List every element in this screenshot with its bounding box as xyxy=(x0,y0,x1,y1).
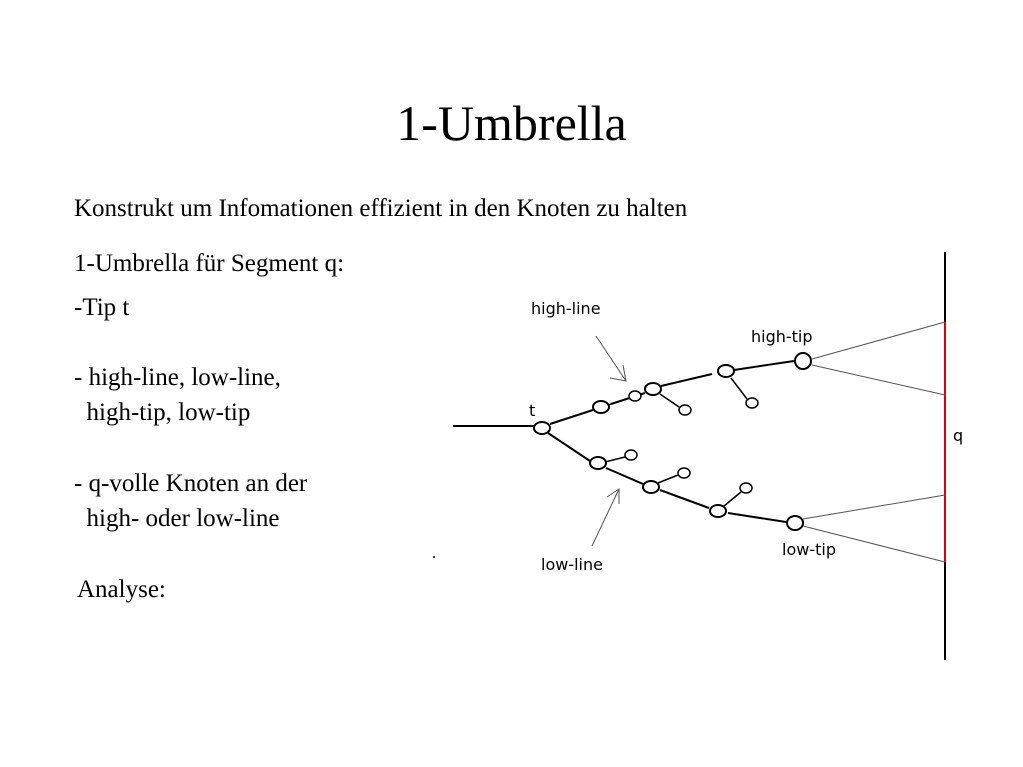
low-line-label: low-line xyxy=(541,555,603,574)
high-line-node xyxy=(718,365,734,377)
branch-edge xyxy=(724,492,741,506)
high-tip-ray-upper xyxy=(812,322,945,359)
high-line-label: high-line xyxy=(531,299,601,318)
stray-mark xyxy=(433,556,435,558)
low-line-edge xyxy=(728,513,786,522)
branch-edge xyxy=(660,394,679,407)
branch-edge xyxy=(658,475,678,483)
high-line-edge xyxy=(550,410,593,424)
low-line-pointer-arrow xyxy=(592,489,619,546)
branch-edge xyxy=(605,457,625,462)
low-line-node xyxy=(590,457,606,469)
branch-node xyxy=(679,405,691,415)
branch-node xyxy=(625,450,637,460)
tip-t-label: t xyxy=(529,401,536,420)
bullet-lines-line1: - high-line, low-line, xyxy=(74,364,281,391)
bullet-qfull-line1: - q-volle Knoten an der xyxy=(74,470,308,497)
tip-node-t xyxy=(534,422,550,434)
high-tip-node xyxy=(795,353,811,369)
slide-title: 1-Umbrella xyxy=(396,95,627,151)
segment-q-label: q xyxy=(953,426,964,445)
branch-node xyxy=(740,483,752,493)
low-tip-ray-upper xyxy=(803,495,945,519)
high-line-node xyxy=(593,401,609,413)
low-tip-label: low-tip xyxy=(782,540,836,559)
branch-node xyxy=(629,391,641,401)
low-line-node xyxy=(643,481,659,493)
high-tip-ray-lower xyxy=(812,365,945,395)
low-tip-node xyxy=(787,516,803,530)
low-line-node xyxy=(710,505,726,517)
branch-node xyxy=(678,468,690,478)
section-heading: 1-Umbrella für Segment q: xyxy=(74,250,345,277)
bullet-tip: -Tip t xyxy=(74,294,130,321)
low-line-edge xyxy=(548,433,590,461)
slide-subtitle: Konstrukt um Infomationen effizient in den Knoten zu halten xyxy=(74,195,688,222)
high-line-pointer-arrow xyxy=(596,336,626,381)
low-line-edge xyxy=(660,490,709,508)
bullet-lines-line2: high-tip, low-tip xyxy=(74,399,251,426)
branch-edge xyxy=(608,398,630,405)
high-line-edge xyxy=(661,374,712,386)
branch-node xyxy=(746,398,758,408)
high-line-arrowhead xyxy=(610,365,626,381)
analysis-label: Analyse: xyxy=(77,576,166,603)
high-tip-label: high-tip xyxy=(751,327,813,346)
bullet-qfull-line2: high- oder low-line xyxy=(74,505,280,532)
high-line-edge xyxy=(734,361,794,370)
branch-edge xyxy=(731,378,747,399)
low-line-edge xyxy=(606,468,643,484)
high-line-node xyxy=(645,383,661,395)
